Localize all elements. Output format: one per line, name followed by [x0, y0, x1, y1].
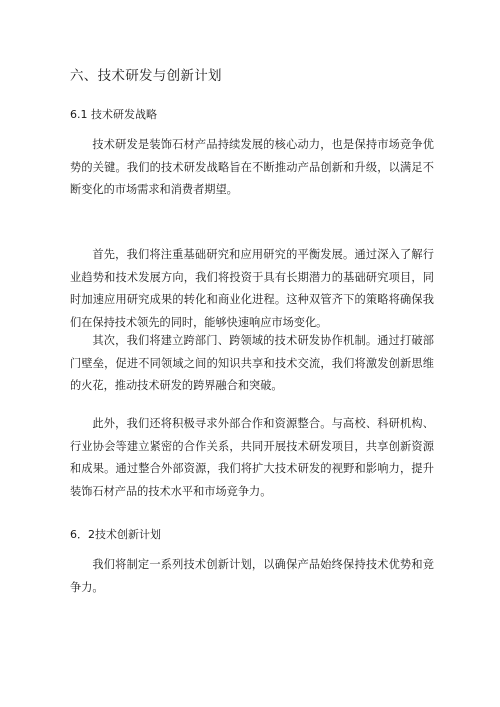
paragraph-additionally: 此外，我们还将积极寻求外部合作和资源整合。与高校、科研机构、行业协会等建立紧密的合作关系，共同开展技术研发项目，共享创新资源和成果。通过整合外部资源，我们将扩大技术研发的视野和影响力，提升装饰石材产品的技术水平和市场竞争力。	[70, 417, 434, 498]
paragraph-second: 其次，我们将建立跨部门、跨领域的技术研发协作机制。通过打破部门壁垒，促进不同领域之间的知识共享和技术交流，我们将激发创新思维的火花，推动技术研发的跨界融合和突破。	[70, 334, 434, 392]
section-heading: 六、技术研发与创新计划	[70, 68, 222, 84]
subsection-heading-tech-strategy: 6.1 技术研发战略	[70, 108, 157, 121]
paragraph-first: 首先，我们将注重基础研究和应用研究的平衡发展。通过深入了解行业趋势和技术发展方向，我们将投资于具有长期潜力的基础研究项目，同时加速应用研究成果的转化和商业化进程。这种双管齐下的策略将确保我们在保持技术领先的同时，能够快速响应市场变化。	[70, 248, 434, 329]
paragraph-intro: 技术研发是装饰石材产品持续发展的核心动力，也是保持市场竞争优势的关键。我们的技术研发战略旨在不断推动产品创新和升级，以满足不断变化的市场需求和消费者期望。	[70, 138, 434, 196]
paragraph-innovation-plan: 我们将制定一系列技术创新计划，以确保产品始终保持技术优势和竞争力。	[70, 558, 434, 594]
subsection-heading-innovation-plan: 6．2技术创新计划	[70, 528, 161, 541]
